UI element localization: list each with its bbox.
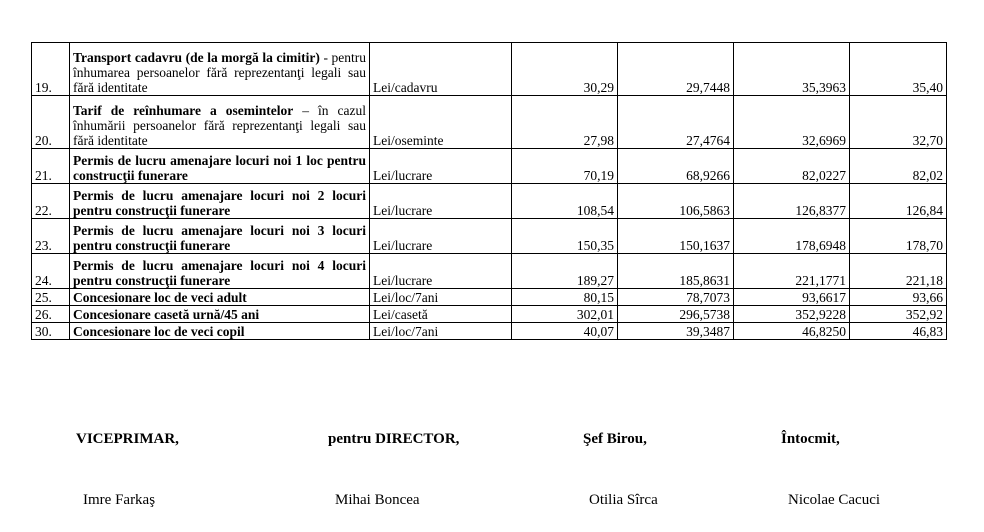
table-row (32, 306, 947, 323)
row-value: 29,7448 (618, 43, 734, 96)
row-value: 106,5863 (618, 184, 734, 219)
row-number: 21. (32, 149, 70, 184)
row-value: 35,40 (850, 43, 947, 96)
row-value: 352,9228 (734, 306, 850, 323)
table-row (32, 149, 947, 184)
signature-name-intocmit: Nicolae Cacuci (788, 492, 881, 508)
row-value: 68,9266 (618, 149, 734, 184)
row-value: 302,01 (512, 306, 618, 323)
signature-title-director: pentru DIRECTOR, (328, 431, 460, 447)
row-unit: Lei/loc/7ani (370, 289, 512, 306)
signature-name-sef-birou: Otilia Sîrca (589, 492, 658, 508)
row-unit: Lei/loc/7ani (370, 323, 512, 340)
signature-title-intocmit: Întocmit, (781, 431, 840, 447)
table-row (32, 254, 947, 289)
row-description: Permis de lucru amenajare locuri noi 1 loc pentru construcţii funerare (70, 149, 370, 184)
row-value: 352,92 (850, 306, 947, 323)
row-description: Concesionare loc de veci adult (70, 289, 370, 306)
row-unit: Lei/oseminte (370, 96, 512, 149)
row-number: 25. (32, 289, 70, 306)
table-row (32, 323, 947, 340)
row-number: 20. (32, 96, 70, 149)
signature-title-sef-birou: Şef Birou, (583, 431, 647, 447)
row-value: 150,1637 (618, 219, 734, 254)
signature-name-viceprimar: Imre Farkaş (83, 492, 156, 508)
table-row (32, 43, 947, 96)
row-value: 108,54 (512, 184, 618, 219)
row-value: 93,66 (850, 289, 947, 306)
row-value: 39,3487 (618, 323, 734, 340)
row-value: 35,3963 (734, 43, 850, 96)
row-number: 22. (32, 184, 70, 219)
row-value: 27,4764 (618, 96, 734, 149)
row-description: Transport cadavru (de la morgă la cimitir) - pentru înhumarea persoanelor fără reprezentanţi legali sau fără identitate (70, 43, 370, 96)
row-value: 82,02 (850, 149, 947, 184)
row-value: 32,70 (850, 96, 947, 149)
signature-name-director: Mihai Boncea (335, 492, 420, 508)
table-row (32, 289, 947, 306)
row-value: 189,27 (512, 254, 618, 289)
row-value: 32,6969 (734, 96, 850, 149)
row-unit: Lei/cadavru (370, 43, 512, 96)
row-value: 82,0227 (734, 149, 850, 184)
row-number: 26. (32, 306, 70, 323)
row-value: 126,84 (850, 184, 947, 219)
row-number: 23. (32, 219, 70, 254)
row-unit: Lei/lucrare (370, 149, 512, 184)
row-unit: Lei/lucrare (370, 184, 512, 219)
row-value: 178,70 (850, 219, 947, 254)
table-row (32, 219, 947, 254)
row-description: Concesionare loc de veci copil (70, 323, 370, 340)
row-value: 150,35 (512, 219, 618, 254)
row-number: 24. (32, 254, 70, 289)
row-value: 178,6948 (734, 219, 850, 254)
row-description: Permis de lucru amenajare locuri noi 2 locuri pentru construcţii funerare (70, 184, 370, 219)
row-number: 19. (32, 43, 70, 96)
row-description: Tarif de reînhumare a osemintelor – în cazul înhumării persoanelor fără reprezentanţi legali sau fără identitate (70, 96, 370, 149)
row-unit: Lei/lucrare (370, 219, 512, 254)
row-value: 93,6617 (734, 289, 850, 306)
table-row (32, 184, 947, 219)
row-value: 78,7073 (618, 289, 734, 306)
row-value: 296,5738 (618, 306, 734, 323)
row-value: 185,8631 (618, 254, 734, 289)
tariff-table (31, 42, 947, 340)
row-value: 126,8377 (734, 184, 850, 219)
row-value: 70,19 (512, 149, 618, 184)
row-description: Permis de lucru amenajare locuri noi 3 locuri pentru construcţii funerare (70, 219, 370, 254)
row-description: Permis de lucru amenajare locuri noi 4 locuri pentru construcţii funerare (70, 254, 370, 289)
row-value: 30,29 (512, 43, 618, 96)
row-value: 221,18 (850, 254, 947, 289)
row-value: 40,07 (512, 323, 618, 340)
row-number: 30. (32, 323, 70, 340)
table-row (32, 96, 947, 149)
row-value: 80,15 (512, 289, 618, 306)
row-value: 27,98 (512, 96, 618, 149)
row-value: 46,83 (850, 323, 947, 340)
signature-title-viceprimar: VICEPRIMAR, (76, 431, 179, 447)
row-description: Concesionare casetă urnă/45 ani (70, 306, 370, 323)
row-unit: Lei/casetă (370, 306, 512, 323)
row-unit: Lei/lucrare (370, 254, 512, 289)
row-value: 221,1771 (734, 254, 850, 289)
row-value: 46,8250 (734, 323, 850, 340)
